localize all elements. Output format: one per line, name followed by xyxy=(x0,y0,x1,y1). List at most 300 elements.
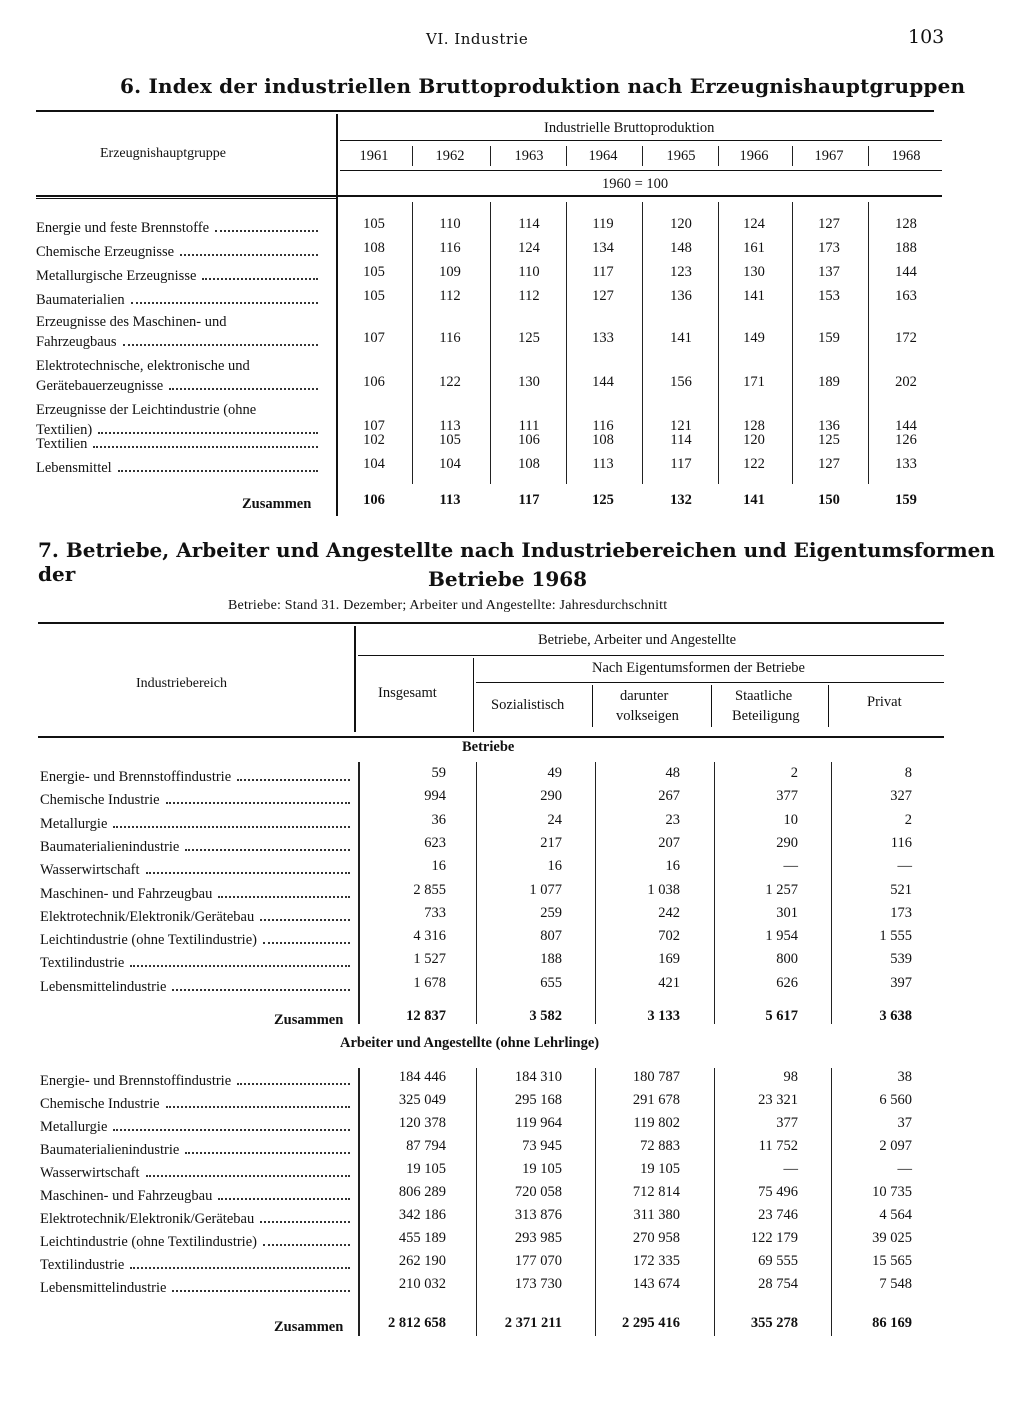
table7-cell: 6 560 xyxy=(879,1092,912,1108)
table6-cell: 130 xyxy=(743,264,765,280)
leader-dots xyxy=(146,1175,351,1177)
table7-cell: — xyxy=(897,858,912,875)
table7-cell: — xyxy=(783,858,798,875)
table7-cell: 800 xyxy=(776,951,798,968)
table7-cell: 217 xyxy=(540,834,562,851)
table6-row-label-text: Energie und feste Brennstoffe xyxy=(36,220,210,236)
table7-cell: 120 378 xyxy=(398,1115,446,1131)
table6-row-label-line2 xyxy=(36,378,320,395)
table7-col-divider-1 xyxy=(592,685,593,727)
table7-cell: 301 xyxy=(776,904,798,921)
table7-cell: 1 077 xyxy=(529,881,562,898)
table7-row-label-text: Metallurgie xyxy=(40,1119,108,1135)
table6-base-note: 1960 = 100 xyxy=(602,176,669,192)
leader-dots xyxy=(166,802,350,804)
table6-cell: 108 xyxy=(518,456,540,472)
table7-total-cell: 3 638 xyxy=(879,1008,912,1024)
table7-cell: 48 xyxy=(665,765,680,781)
table7-cell: 702 xyxy=(658,928,680,945)
leader-dots xyxy=(130,1267,350,1269)
table7-cell: 1 678 xyxy=(413,974,446,991)
table7-cell: 172 335 xyxy=(632,1253,680,1269)
table7-cell: 10 xyxy=(783,811,798,828)
table7-cell: 539 xyxy=(890,951,912,968)
table6-cell: 113 xyxy=(439,418,461,434)
table7-row-label xyxy=(40,909,352,926)
table7-row-label xyxy=(40,839,352,856)
table7-cell: 59 xyxy=(431,765,446,781)
table6-year-divider xyxy=(642,146,643,166)
table7-row-label-text: Baumaterialienindustrie xyxy=(40,1142,180,1158)
table7-cell: 2 855 xyxy=(413,881,446,898)
table7-cell: 180 787 xyxy=(632,1069,680,1085)
table7-row-label-text: Energie- und Brennstoffindustrie xyxy=(40,769,232,785)
table6-year-divider xyxy=(868,146,869,166)
table7-row-label xyxy=(40,932,352,949)
table7-row-label-text: Lebensmittelindustrie xyxy=(40,1280,167,1296)
table7-cell: 119 964 xyxy=(515,1115,562,1131)
table7-cell: 16 xyxy=(431,858,446,875)
table7-cell: 4 316 xyxy=(413,928,446,945)
table6-year-1962: 1962 xyxy=(435,148,465,164)
table7-cell: 327 xyxy=(890,788,912,805)
section2-heading: Arbeiter und Angestellte (ohne Lehrlinge) xyxy=(340,1035,600,1051)
leader-dots xyxy=(237,779,350,781)
table6-cell: 171 xyxy=(743,374,765,390)
table6-body-divider xyxy=(642,202,643,484)
table7-row-label-text: Leichtindustrie (ohne Textilindustrie) xyxy=(40,932,257,949)
table7-cell: — xyxy=(897,1161,912,1177)
table6-cell: 188 xyxy=(895,240,917,256)
table6-year-divider xyxy=(792,146,793,166)
table7-insgesamt-divider xyxy=(473,658,474,732)
table7-header-rule xyxy=(38,736,944,738)
table7-total-cell: 355 278 xyxy=(750,1315,798,1331)
table7-cell: 262 190 xyxy=(398,1253,446,1269)
table6-cell: 108 xyxy=(363,240,385,256)
table7-cell: 23 321 xyxy=(758,1092,798,1108)
table6-cell: 202 xyxy=(895,374,917,390)
table7-cell: 455 189 xyxy=(398,1230,446,1246)
table6-row-label xyxy=(36,460,320,477)
table6-row-label-line1: Erzeugnisse des Maschinen- und xyxy=(36,314,227,330)
leader-dots xyxy=(113,1129,350,1131)
table6-total-label: Zusammen xyxy=(242,496,312,512)
table7-row-label-text: Elektrotechnik/Elektronik/Gerätebau xyxy=(40,1211,255,1227)
table7-row-label xyxy=(40,862,352,879)
table6-header-rule xyxy=(36,195,942,197)
table7-total-cell: 2 812 658 xyxy=(388,1315,446,1331)
table7-col-sozialistisch: Sozialistisch xyxy=(491,697,565,713)
table7 xyxy=(38,622,946,1342)
table6-cell: 110 xyxy=(518,264,540,280)
table7-cell: 1 038 xyxy=(647,881,680,898)
table6-cell: 124 xyxy=(743,216,765,232)
table6-cell: 159 xyxy=(818,330,840,346)
table6-stub-header: Erzeugnishauptgruppe xyxy=(100,146,226,161)
table7-cell: 73 945 xyxy=(522,1138,562,1154)
table6-cell: 113 xyxy=(592,456,614,472)
table7-cell: 342 186 xyxy=(398,1207,446,1223)
table7-group-header: Betriebe, Arbeiter und Angestellte xyxy=(538,632,737,648)
table7-cell: 11 752 xyxy=(758,1138,798,1154)
table7-cell: 184 310 xyxy=(514,1069,562,1085)
table6-row-label-line2 xyxy=(36,334,320,351)
table7-cell: 177 070 xyxy=(514,1253,562,1269)
table7-cell: 122 179 xyxy=(750,1230,798,1246)
leader-dots xyxy=(260,919,350,921)
table7-cell: 712 814 xyxy=(632,1184,680,1200)
table6-row-label xyxy=(36,220,320,237)
leader-dots xyxy=(98,432,318,434)
table6-row-label xyxy=(36,268,320,285)
table6-total-cell: 113 xyxy=(439,492,461,508)
table7-cell: 173 xyxy=(890,904,912,921)
table6-cell: 148 xyxy=(670,240,692,256)
table7-col-privat: Privat xyxy=(867,694,902,710)
table6-cell: 127 xyxy=(592,288,614,304)
table7-cell: 75 496 xyxy=(758,1184,798,1200)
table6-cell: 137 xyxy=(818,264,840,280)
table7-cell: 207 xyxy=(658,834,680,851)
table6-cell: 125 xyxy=(818,432,840,448)
table6-total-cell: 125 xyxy=(592,492,614,508)
table7-cell: 87 794 xyxy=(406,1138,446,1154)
table6-row-label-text: Textilien) xyxy=(36,422,93,438)
table7-row-label-text: Metallurgie xyxy=(40,815,108,832)
table7-cell: 397 xyxy=(890,974,912,991)
table7-cell: 626 xyxy=(776,974,798,991)
leader-dots xyxy=(172,989,350,991)
table6-cell: 114 xyxy=(518,216,540,232)
table6-cell: 161 xyxy=(743,240,765,256)
table7-cell: 69 555 xyxy=(758,1253,798,1269)
table7-title-line2: Betriebe 1968 xyxy=(428,567,588,591)
table6-cell: 114 xyxy=(670,432,692,448)
table6-row-label-text: Gerätebauerzeugnisse xyxy=(36,378,164,394)
table7-total-cell: 5 617 xyxy=(765,1008,798,1024)
table6-cell: 106 xyxy=(363,374,385,390)
table7-total-cell: 86 169 xyxy=(872,1315,912,1331)
table6-row-label-text: Baumaterialien xyxy=(36,292,125,308)
leader-dots xyxy=(180,254,318,256)
leader-dots xyxy=(215,230,318,232)
table6-cell: 105 xyxy=(363,216,385,232)
table7-total-cell: 12 837 xyxy=(406,1008,446,1024)
table7-row-label xyxy=(40,955,352,972)
table6-cell: 105 xyxy=(439,432,461,448)
table6-cell: 156 xyxy=(670,374,692,390)
table7-row-label-text: Lebensmittelindustrie xyxy=(40,978,167,995)
table6-cell: 104 xyxy=(439,456,461,472)
table7-row-label-text: Leichtindustrie (ohne Textilindustrie) xyxy=(40,1234,257,1250)
table6-cell: 141 xyxy=(670,330,692,346)
leader-dots xyxy=(123,344,318,346)
table7-row-label xyxy=(40,886,352,903)
table6-cell: 122 xyxy=(743,456,765,472)
table7-cell: 325 049 xyxy=(398,1092,446,1108)
table7-row-label-text: Energie- und Brennstoffindustrie xyxy=(40,1073,232,1089)
table7-cell: 295 168 xyxy=(514,1092,562,1108)
table7-row-label xyxy=(40,769,352,786)
table7-col-divider-2 xyxy=(711,685,712,727)
table7-cell: 1 527 xyxy=(413,951,446,968)
table7-cell: 24 xyxy=(547,811,562,828)
leader-dots xyxy=(93,446,318,448)
table7-cell: 210 032 xyxy=(398,1276,446,1292)
table7-cell: 521 xyxy=(890,881,912,898)
table6-body-divider xyxy=(490,202,491,484)
table7-cell: 270 958 xyxy=(632,1230,680,1246)
leader-dots xyxy=(131,302,318,304)
section1-heading: Betriebe xyxy=(462,739,515,755)
table7-row-label xyxy=(40,1280,352,1297)
table7-subgroup-rule xyxy=(476,682,944,683)
table6-year-1966: 1966 xyxy=(739,148,769,164)
table7-cell: 311 380 xyxy=(633,1207,680,1223)
table7-cell: 98 xyxy=(783,1069,798,1085)
table7-cell: 623 xyxy=(424,834,446,851)
leader-dots xyxy=(185,1152,350,1154)
table7-cell: 28 754 xyxy=(758,1276,798,1292)
table6-cell: 106 xyxy=(518,432,540,448)
table7-total-cell: 3 133 xyxy=(647,1008,680,1024)
table7-cell: 290 xyxy=(540,788,562,805)
table7-cell: 173 730 xyxy=(514,1276,562,1292)
table7-cell: 806 289 xyxy=(398,1184,446,1200)
table7-row-label xyxy=(40,979,352,996)
table6-cell: 121 xyxy=(670,418,692,434)
table6-cell: 117 xyxy=(670,456,692,472)
table7-cell: 49 xyxy=(547,765,562,781)
table6-row-label-text: Fahrzeugbaus xyxy=(36,334,117,350)
table7-row-label-text: Elektrotechnik/Elektronik/Gerätebau xyxy=(40,908,255,925)
table7-cell: 19 105 xyxy=(640,1161,680,1177)
table6-cell: 126 xyxy=(895,432,917,448)
table6-total-cell: 132 xyxy=(670,492,692,508)
table7-row-label-text: Chemische Industrie xyxy=(40,792,160,809)
table7-cell: 16 xyxy=(665,858,680,875)
table7-cell: 23 746 xyxy=(758,1207,798,1223)
table6-cell: 173 xyxy=(818,240,840,256)
table6-body-divider xyxy=(566,202,567,484)
leader-dots xyxy=(260,1221,350,1223)
table6-row-label xyxy=(36,292,320,309)
table7-col-volkseigen-2: volkseigen xyxy=(616,708,679,724)
table7-subgroup-header: Nach Eigentumsformen der Betriebe xyxy=(592,660,805,676)
table7-cell: 291 678 xyxy=(632,1092,680,1108)
table6-body-divider xyxy=(412,202,413,484)
leader-dots xyxy=(202,278,318,280)
table6-year-1965: 1965 xyxy=(666,148,696,164)
table7-cell: 807 xyxy=(540,928,562,945)
table7-total-label: Zusammen xyxy=(274,1319,344,1335)
table6-cell: 144 xyxy=(895,418,917,434)
table7-row-label-text: Textilindustrie xyxy=(40,1257,125,1273)
table7-cell: 2 097 xyxy=(879,1138,912,1154)
table6-cell: 128 xyxy=(743,418,765,434)
table7-row-label xyxy=(40,1119,352,1136)
leader-dots xyxy=(166,1106,350,1108)
table6-total-cell: 150 xyxy=(818,492,840,508)
table7-cell: 313 876 xyxy=(514,1207,562,1223)
table7-total-cell: 2 371 211 xyxy=(504,1315,562,1331)
table7-cell: 188 xyxy=(540,951,562,968)
table7-cell: 19 105 xyxy=(406,1161,446,1177)
table7-cell: 720 058 xyxy=(514,1184,562,1200)
table6-years-rule xyxy=(340,170,942,171)
table6-title: 6. Index der industriellen Bruttoproduktion nach Erzeugnishauptgruppen xyxy=(120,74,966,98)
table6-row-label xyxy=(36,436,320,453)
table6-cell: 128 xyxy=(895,216,917,232)
table6-row-label-text: Textilien xyxy=(36,436,88,452)
table7-title-line1: 7. Betriebe, Arbeiter und Angestellte nach Industriebereichen und Eigentumsformen der xyxy=(38,538,995,586)
table7-cell: 169 xyxy=(658,951,680,968)
table6-year-1964: 1964 xyxy=(588,148,618,164)
table7-cell: 15 565 xyxy=(872,1253,912,1269)
table7-subtitle: Betriebe: Stand 31. Dezember; Arbeiter und Angestellte: Jahresdurchschnitt xyxy=(228,598,668,613)
table7-row-label xyxy=(40,1096,352,1113)
table7-row-label xyxy=(40,816,352,833)
table7-cell: 116 xyxy=(890,834,912,851)
table6-cell: 141 xyxy=(743,288,765,304)
table7-cell: 242 xyxy=(658,904,680,921)
table6-cell: 109 xyxy=(439,264,461,280)
table6-cell: 110 xyxy=(439,216,461,232)
table7-cell: 7 548 xyxy=(879,1276,912,1292)
table7-row-label xyxy=(40,1257,352,1274)
table7-row-label xyxy=(40,1165,352,1182)
table7-stub-divider xyxy=(354,626,356,732)
leader-dots xyxy=(237,1083,350,1085)
table7-cell: 2 xyxy=(904,811,912,828)
leader-dots xyxy=(113,826,350,828)
table6-year-1968: 1968 xyxy=(891,148,921,164)
table7-cell: 16 xyxy=(547,858,562,875)
table6 xyxy=(36,110,942,516)
table6-stub-rule xyxy=(36,198,336,199)
table6-total-cell: 106 xyxy=(363,492,385,508)
table7-total-cell: 2 295 416 xyxy=(622,1315,680,1331)
table6-cell: 122 xyxy=(439,374,461,390)
table6-body-divider xyxy=(792,202,793,484)
table6-year-divider xyxy=(718,146,719,166)
table6-cell: 116 xyxy=(439,330,461,346)
leader-dots xyxy=(169,388,318,390)
table6-row-label-line1: Erzeugnisse der Leichtindustrie (ohne xyxy=(36,402,257,418)
table6-body-divider xyxy=(868,202,869,484)
table6-year-1963: 1963 xyxy=(514,148,544,164)
table6-cell: 111 xyxy=(518,418,540,434)
table6-total-cell: 117 xyxy=(518,492,540,508)
table6-row-label-text: Chemische Erzeugnisse xyxy=(36,244,175,260)
table6-group-header: Industrielle Bruttoproduktion xyxy=(544,120,715,136)
table6-group-rule xyxy=(340,140,942,141)
table6-cell: 136 xyxy=(670,288,692,304)
table7-row-label-text: Baumaterialienindustrie xyxy=(40,838,180,855)
table6-cell: 112 xyxy=(439,288,461,304)
table7-cell: 267 xyxy=(658,788,680,805)
table6-total-cell: 159 xyxy=(895,492,917,508)
table6-total-cell: 141 xyxy=(743,492,765,508)
table6-cell: 125 xyxy=(518,330,540,346)
table7-cell: 143 674 xyxy=(632,1276,680,1292)
table6-cell: 149 xyxy=(743,330,765,346)
table7-row-label xyxy=(40,1234,352,1251)
table7-cell: 421 xyxy=(658,974,680,991)
table6-row-label-text: Lebensmittel xyxy=(36,460,112,476)
table7-row-label xyxy=(40,1211,352,1228)
table7-row-label xyxy=(40,1073,352,1090)
table7-cell: 36 xyxy=(431,811,446,828)
table6-cell: 104 xyxy=(363,456,385,472)
table7-cell: 23 xyxy=(665,811,680,828)
table6-cell: 102 xyxy=(363,432,385,448)
table6-row-label-text: Metallurgische Erzeugnisse xyxy=(36,268,197,284)
table7-cell: 1 257 xyxy=(765,881,798,898)
table7-row-label-text: Chemische Industrie xyxy=(40,1096,160,1112)
page-number: 103 xyxy=(908,26,945,48)
table7-cell: 119 802 xyxy=(633,1115,680,1131)
leader-dots xyxy=(218,1198,350,1200)
leader-dots xyxy=(218,896,350,898)
leader-dots xyxy=(263,942,350,944)
leader-dots xyxy=(130,965,350,967)
table6-year-divider xyxy=(566,146,567,166)
table7-cell: 184 446 xyxy=(398,1069,446,1085)
table6-cell: 116 xyxy=(439,240,461,256)
table7-cell: 4 564 xyxy=(879,1207,912,1223)
table7-cell: 2 xyxy=(790,765,798,781)
table6-cell: 105 xyxy=(363,264,385,280)
table7-cell: 1 555 xyxy=(879,928,912,945)
table6-cell: 105 xyxy=(363,288,385,304)
table7-col-insgesamt: Insgesamt xyxy=(378,685,437,701)
table6-year-divider xyxy=(490,146,491,166)
table6-cell: 163 xyxy=(895,288,917,304)
table7-group-rule xyxy=(358,655,944,656)
table7-total-label: Zusammen xyxy=(274,1012,344,1028)
table6-cell: 127 xyxy=(818,456,840,472)
table6-year-1967: 1967 xyxy=(814,148,844,164)
table6-row-label xyxy=(36,244,320,261)
table6-cell: 120 xyxy=(743,432,765,448)
table7-cell: 8 xyxy=(904,765,912,781)
table6-cell: 107 xyxy=(363,418,385,434)
table6-cell: 108 xyxy=(592,432,614,448)
table7-row-label-text: Wasserwirtschaft xyxy=(40,1165,140,1181)
table6-year-divider xyxy=(412,146,413,166)
table7-cell: 19 105 xyxy=(522,1161,562,1177)
running-head: VI. Industrie xyxy=(426,30,529,48)
table7-cell: 733 xyxy=(424,904,446,921)
table6-cell: 189 xyxy=(818,374,840,390)
table7-cell: 377 xyxy=(776,788,798,805)
leader-dots xyxy=(146,872,351,874)
table7-cell: 290 xyxy=(776,834,798,851)
table7-cell: 293 985 xyxy=(514,1230,562,1246)
table6-cell: 172 xyxy=(895,330,917,346)
table6-cell: 134 xyxy=(592,240,614,256)
table6-cell: 119 xyxy=(592,216,614,232)
table6-cell: 153 xyxy=(818,288,840,304)
table6-cell: 120 xyxy=(670,216,692,232)
leader-dots xyxy=(118,470,318,472)
table7-col-staatlich-1: Staatliche xyxy=(735,688,793,704)
table7-row-label xyxy=(40,1188,352,1205)
table7-stub-header: Industriebereich xyxy=(136,676,227,691)
leader-dots xyxy=(263,1244,350,1246)
